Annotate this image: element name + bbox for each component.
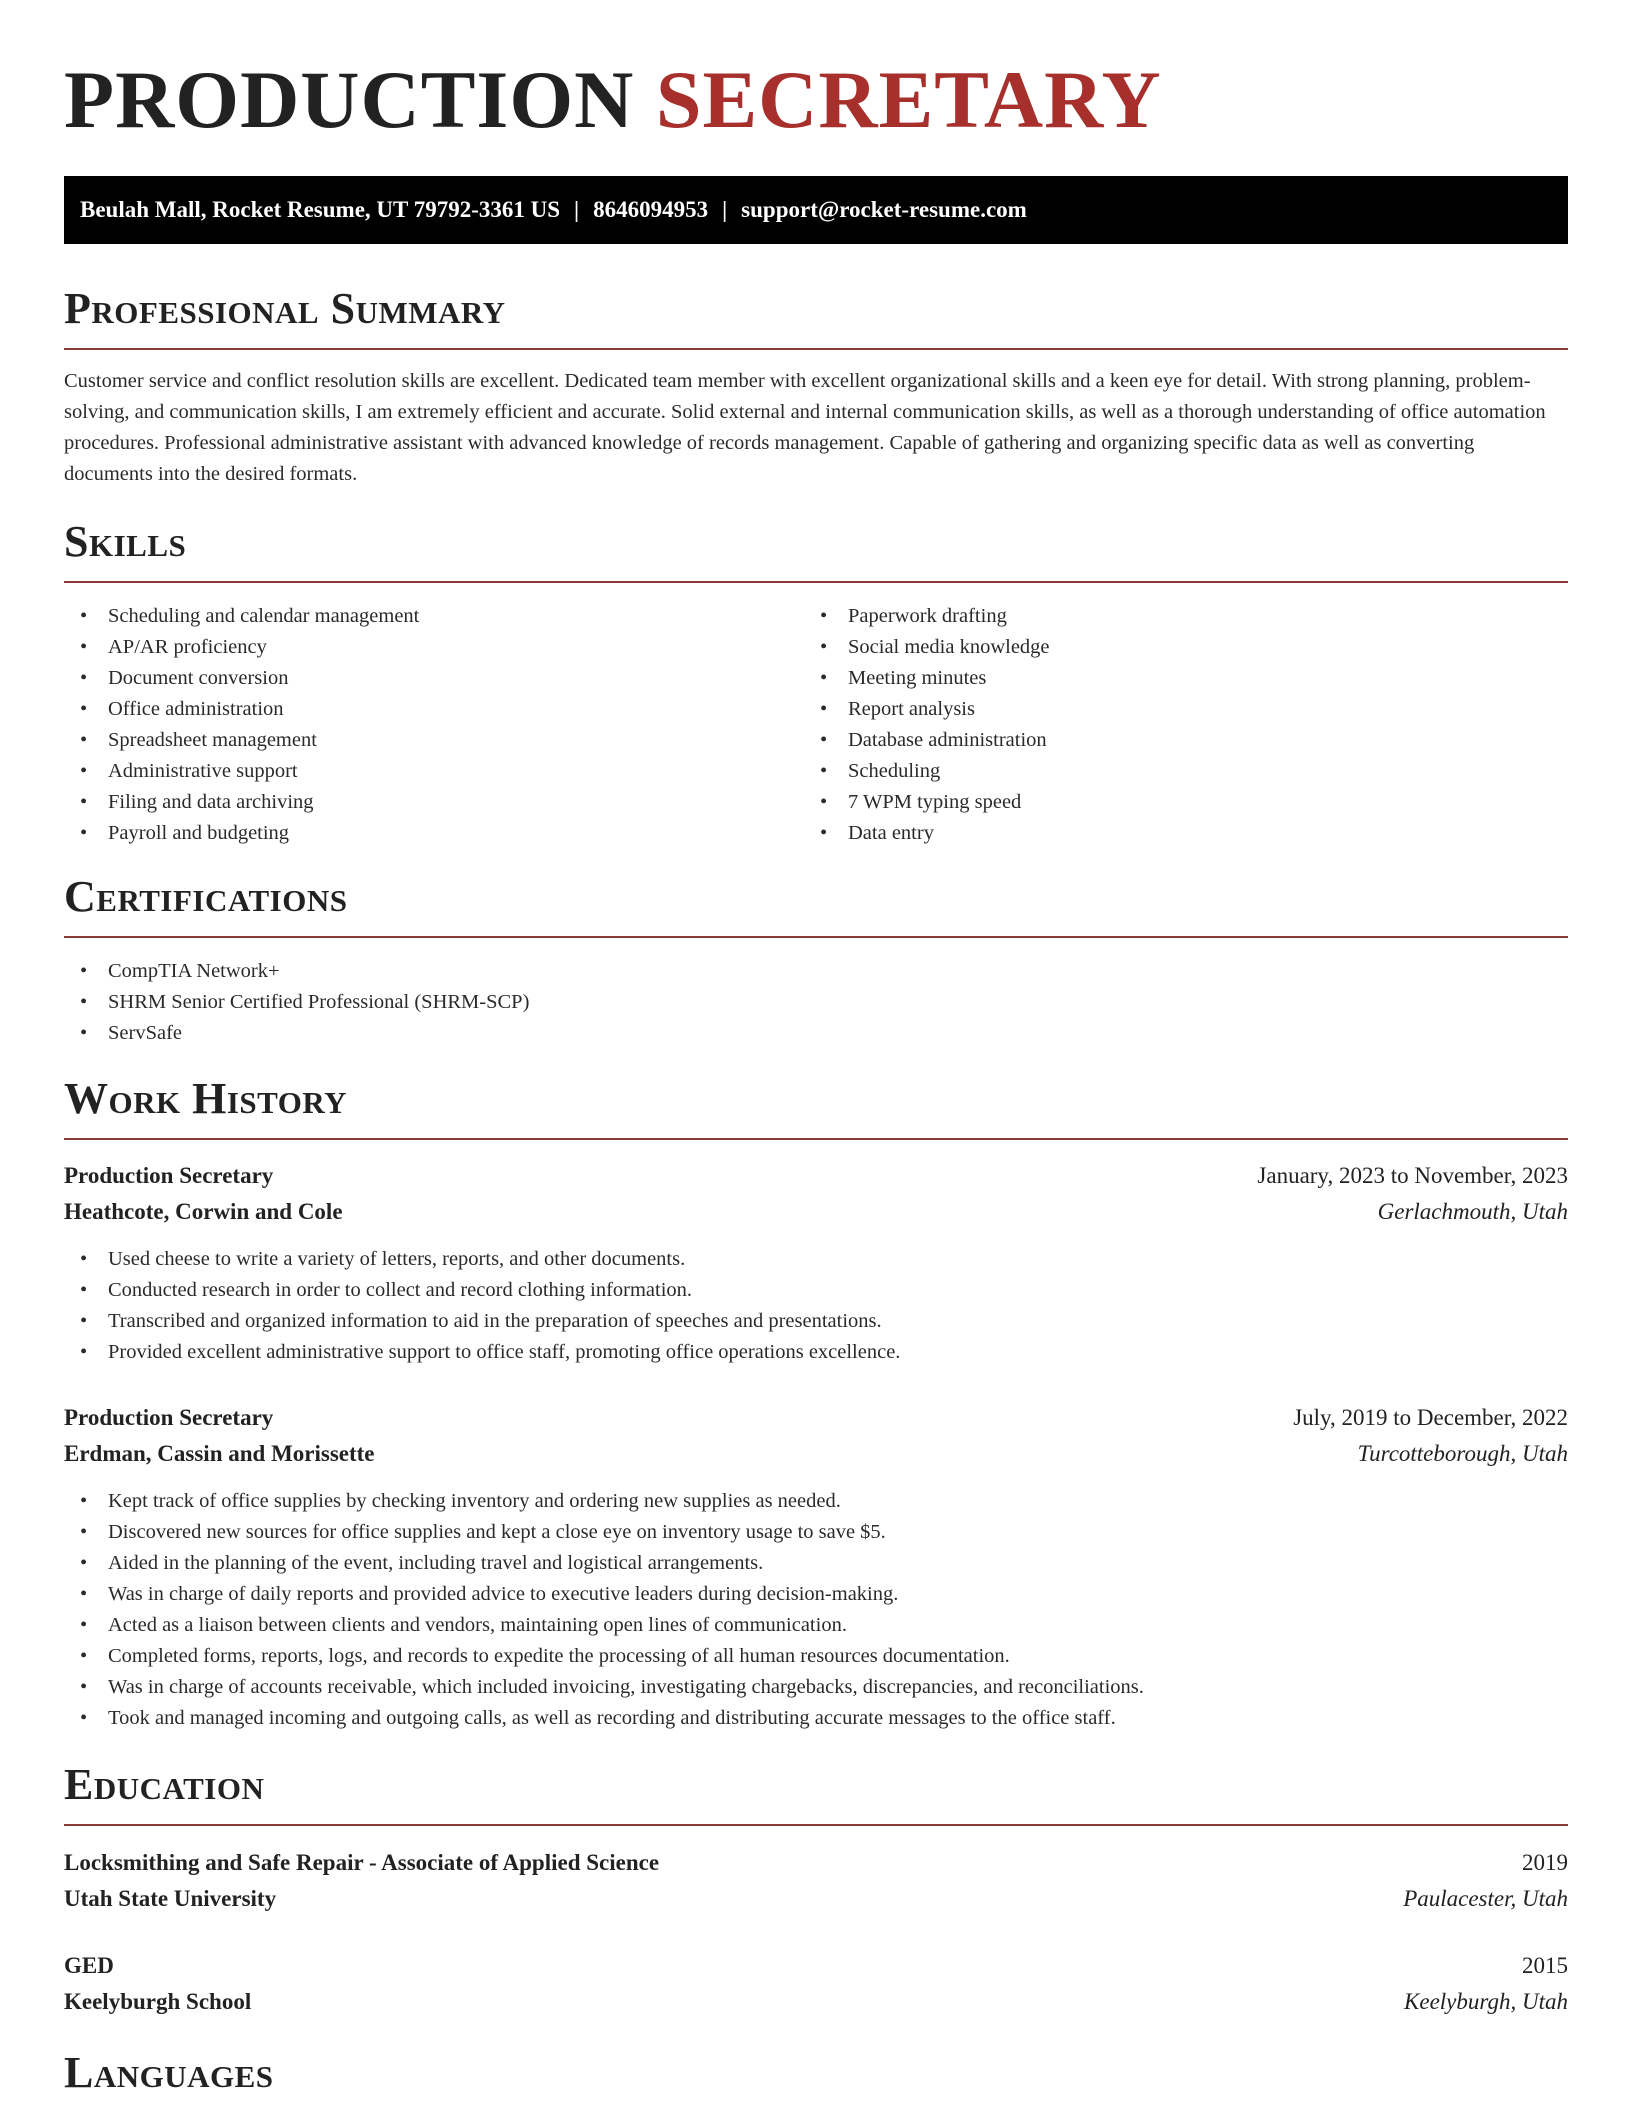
skill-item: • Payroll and budgeting xyxy=(64,818,804,849)
job-duty-item: • Acted as a liaison between clients and vendors, maintaining open lines of communication. xyxy=(64,1610,1568,1641)
resume-title xyxy=(64,0,1568,144)
job-dates: January, 2023 to November, 2023 xyxy=(1257,1163,1568,1188)
skill-item: • Paperwork drafting xyxy=(804,601,1544,632)
certification-item: • SHRM Senior Certified Professional (SHRM-SCP) xyxy=(64,987,1568,1018)
section-heading-education: Education xyxy=(64,1760,265,1809)
skills-list-right xyxy=(804,601,1544,849)
job-duty-item: • Completed forms, reports, logs, and records to expedite the processing of all human resources documentation. xyxy=(64,1641,1568,1672)
skill-item: • Scheduling xyxy=(804,756,1544,787)
education-location: Keelyburgh, Utah xyxy=(1404,1989,1568,2014)
job-header-row xyxy=(64,1400,1568,1436)
job-duties-list xyxy=(64,1486,1568,1734)
title-main: PRODUCTION xyxy=(64,54,635,145)
job-duty-item: • Kept track of office supplies by checking inventory and ordering new supplies as needed. xyxy=(64,1486,1568,1517)
summary-text: Customer service and conflict resolution skills are excellent. Dedicated team member with excellent organizational skills and a keen eye for detail. With strong planning, problem-solving, and communication skills, I am extremely efficient and accurate. Solid external and internal communication skills, as well as a thorough understanding of office automation procedures. Professional administrative assistant with advanced knowledge of records management. Capable of gathering and organizing specific data as well as converting documents into the desired formats. xyxy=(64,370,1546,485)
education-year: 2019 xyxy=(1522,1850,1568,1875)
education-entry xyxy=(64,1948,1568,2020)
work-history-section xyxy=(64,1072,1568,1140)
title-accent: SECRETARY xyxy=(655,54,1162,145)
job-duty-item: • Took and managed incoming and outgoing calls, as well as recording and distributing accurate messages to the office staff. xyxy=(64,1703,1568,1734)
job-company-row xyxy=(64,1194,1568,1230)
job-duty-item: • Provided excellent administrative support to office staff, promoting office operations excellence. xyxy=(64,1337,1568,1368)
contact-separator: | xyxy=(574,197,580,222)
job-title: Production Secretary xyxy=(64,1405,274,1430)
skills-grid xyxy=(64,601,1568,849)
education-school: Utah State University xyxy=(64,1886,277,1911)
job-company: Erdman, Cassin and Morissette xyxy=(64,1441,375,1466)
job-duty-item: • Discovered new sources for office supplies and kept a close eye on inventory usage to save $5. xyxy=(64,1517,1568,1548)
certification-item: • ServSafe xyxy=(64,1018,1568,1049)
section-heading-certifications: Certifications xyxy=(64,872,348,921)
languages-section xyxy=(64,2046,1568,2100)
job-duty-item: • Transcribed and organized information to aid in the preparation of speeches and presentations. xyxy=(64,1306,1568,1337)
job-duty-item: • Aided in the planning of the event, including travel and logistical arrangements. xyxy=(64,1548,1568,1579)
education-degree: Locksmithing and Safe Repair - Associate of Applied Science xyxy=(64,1850,660,1875)
skill-item: • Office administration xyxy=(64,694,804,725)
skills-column-left xyxy=(64,601,804,849)
skill-item: • Social media knowledge xyxy=(804,632,1544,663)
skill-item: • Scheduling and calendar management xyxy=(64,601,804,632)
section-divider xyxy=(64,1138,1568,1140)
education-degree-row xyxy=(64,1948,1568,1984)
contact-address: Beulah Mall, Rocket Resume, UT 79792-3361 US xyxy=(80,197,561,222)
job-duties-list xyxy=(64,1244,1568,1368)
job-company: Heathcote, Corwin and Cole xyxy=(64,1199,343,1224)
certifications-list xyxy=(64,956,1568,1049)
skill-item: • Filing and data archiving xyxy=(64,787,804,818)
education-section xyxy=(64,1758,1568,1826)
job-dates: July, 2019 to December, 2022 xyxy=(1293,1405,1568,1430)
education-degree: GED xyxy=(64,1953,114,1978)
section-divider xyxy=(64,581,1568,583)
job-header-row xyxy=(64,1158,1568,1194)
contact-email[interactable]: support@rocket-resume.com xyxy=(741,197,1027,222)
skill-item: • Data entry xyxy=(804,818,1544,849)
contact-separator: | xyxy=(722,197,728,222)
job-title: Production Secretary xyxy=(64,1163,274,1188)
section-divider xyxy=(64,1824,1568,1826)
skill-item: • Document conversion xyxy=(64,663,804,694)
contact-phone[interactable]: 8646094953 xyxy=(593,197,709,222)
job-company-row xyxy=(64,1436,1568,1472)
education-school: Keelyburgh School xyxy=(64,1989,252,2014)
resume-content xyxy=(64,0,1568,2097)
skill-item: • Meeting minutes xyxy=(804,663,1544,694)
job-location: Gerlachmouth, Utah xyxy=(1377,1199,1568,1224)
job-duty-item: • Was in charge of daily reports and provided advice to executive leaders during decision-making. xyxy=(64,1579,1568,1610)
skills-list-left xyxy=(64,601,804,849)
skill-item: • Report analysis xyxy=(804,694,1544,725)
section-heading-languages: Languages xyxy=(64,2048,274,2097)
section-heading-summary: Professional Summary xyxy=(64,284,506,333)
job-duty-item: • Was in charge of accounts receivable, which included invoicing, investigating chargebacks, discrepancies, and reconciliations. xyxy=(64,1672,1568,1703)
section-heading-work-history: Work History xyxy=(64,1074,348,1123)
section-heading-skills: Skills xyxy=(64,517,187,566)
job-location: Turcotteborough, Utah xyxy=(1357,1441,1568,1466)
education-school-row xyxy=(64,1984,1568,2020)
education-location: Paulacester, Utah xyxy=(1403,1886,1568,1911)
education-entry xyxy=(64,1845,1568,1917)
job-duty-item: • Used cheese to write a variety of letters, reports, and other documents. xyxy=(64,1244,1568,1275)
education-year: 2015 xyxy=(1522,1953,1568,1978)
skills-column-right xyxy=(804,601,1544,849)
job-duty-item: • Conducted research in order to collect and record clothing information. xyxy=(64,1275,1568,1306)
skill-item: • Administrative support xyxy=(64,756,804,787)
skill-item: • Database administration xyxy=(804,725,1544,756)
certification-item: • CompTIA Network+ xyxy=(64,956,1568,987)
skill-item: • Spreadsheet management xyxy=(64,725,804,756)
skill-item: • 7 WPM typing speed xyxy=(804,787,1544,818)
skills-section xyxy=(64,515,1568,849)
education-school-row xyxy=(64,1881,1568,1917)
section-divider xyxy=(64,936,1568,938)
job-entry xyxy=(64,1158,1568,1368)
contact-bar xyxy=(64,176,1568,244)
education-degree-row xyxy=(64,1845,1568,1881)
summary-section xyxy=(64,282,1568,490)
job-entry xyxy=(64,1400,1568,1734)
skill-item: • AP/AR proficiency xyxy=(64,632,804,663)
section-divider xyxy=(64,348,1568,350)
certifications-section xyxy=(64,870,1568,1049)
